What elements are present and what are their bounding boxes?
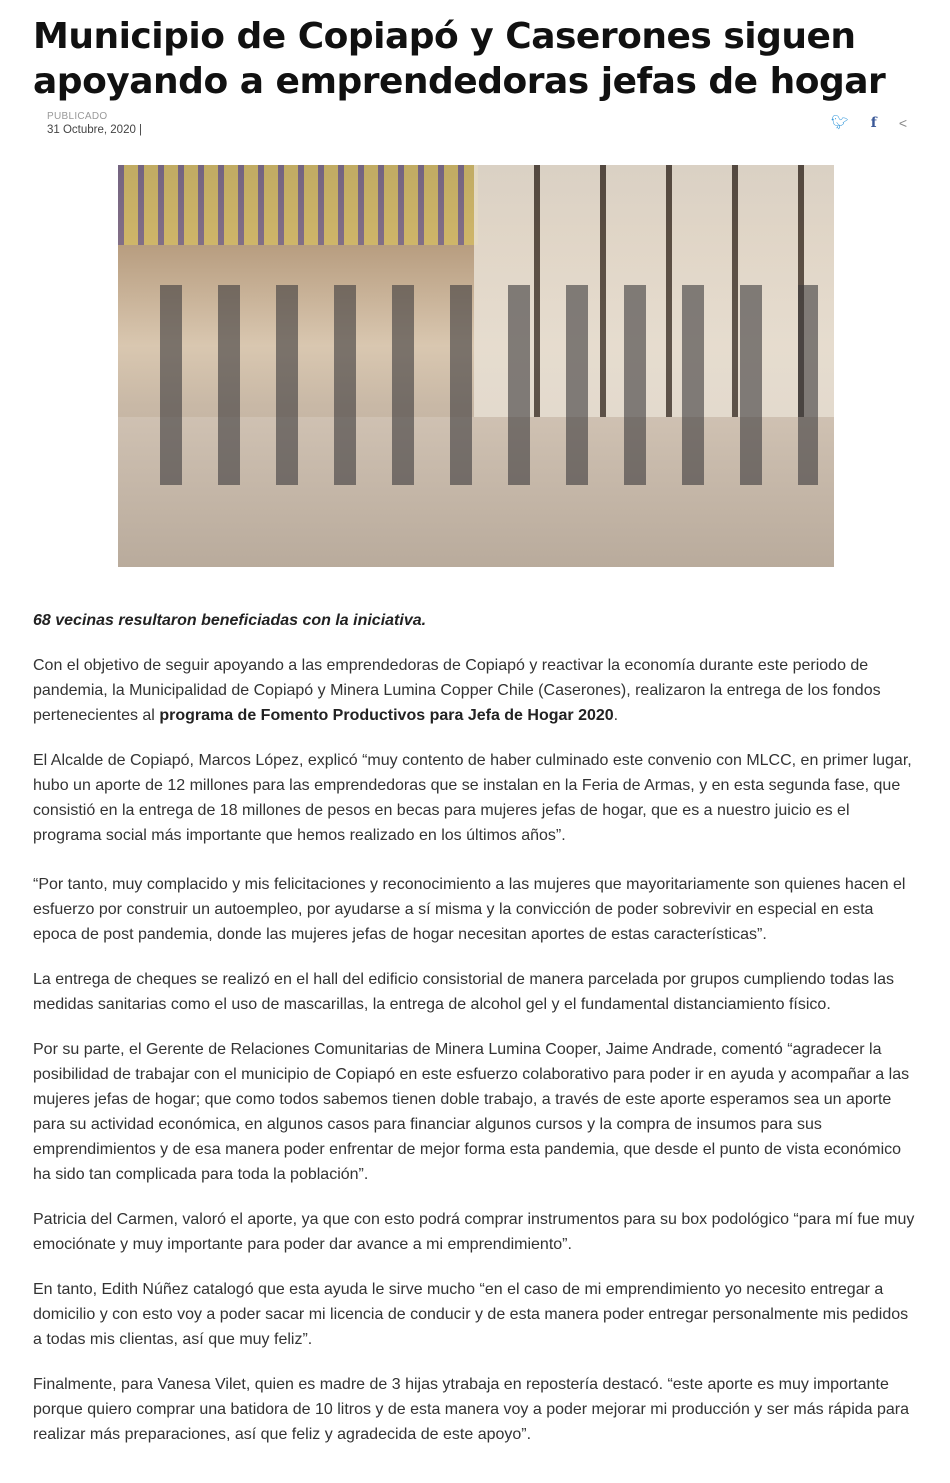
photo-balcony	[118, 165, 478, 245]
article-paragraph: Por su parte, el Gerente de Relaciones Comunitarias de Minera Lumina Cooper, Jaime Andrade, comentó “agradecer la posibilidad de trabajar con el municipio de Copiapó en este esfuerzo colaborativo para poder ir en ayuda y acompañar a las mujeres jefas de hogar; que como todos sabemos tienen doble trabajo, a través de este aporte esperamos sea un aporte para su actividad económica, en algunos casos para financiar algunos cursos y la compra de insumos para sus emprendimientos y de esa manera poder enfrentar de mejor forma esta pandemia, que desde el punto de vista económico ha sido tan complicada para toda la población”.	[33, 1041, 910, 1183]
article-lead: 68 vecinas resultaron beneficiadas con la iniciativa.	[33, 612, 427, 629]
published-date: 31 Octubre, 2020 |	[47, 124, 143, 136]
program-name: programa de Fomento Productivos para Jefa de Hogar 2020	[159, 707, 614, 724]
article-paragraph: En tanto, Edith Núñez catalogó que esta ayuda le sirve mucho “en el caso de mi emprendimiento yo necesito entregar a domicilio y con esto voy a poder sacar mi licencia de conducir y de esta manera poder entregar personalmente mis pedidos a todas mis clientas, así que muy feliz”.	[33, 1281, 909, 1348]
share-bar	[831, 114, 907, 131]
share-icon[interactable]: <	[898, 114, 907, 131]
article-paragraph	[33, 653, 918, 728]
facebook-icon[interactable]: f	[870, 114, 877, 131]
photo-people	[138, 285, 818, 485]
paragraph-text: Con el objetivo de seguir apoyando a las emprendedoras de Copiapó y reactivar la economía durante este periodo de pandemia, la Municipalidad de Copiapó y Minera Lumina Copper Chile (Caserones), realizaron la entrega de los fondos pertenecientes al	[33, 657, 881, 724]
twitter-icon[interactable]: 🐦︎	[831, 114, 849, 130]
paragraph-text: .	[613, 707, 619, 724]
article-body	[33, 608, 918, 1467]
article-photo	[118, 165, 834, 567]
published-label: PUBLICADO	[47, 111, 108, 122]
article-paragraph: El Alcalde de Copiapó, Marcos López, explicó “muy contento de haber culminado este convenio con MLCC, en primer lugar, hubo un aporte de 12 millones para las emprendedoras que se instalan en la Feria de Armas, y en esta segunda fase, que consistió en la entrega de 18 millones de pesos en becas para mujeres jefas de hogar, que es a nuestro juicio es el programa social más importante que hemos realizado en los últimos años”.	[33, 752, 912, 844]
article-paragraph: Finalmente, para Vanesa Vilet, quien es madre de 3 hijas ytrabaja en repostería destacó. “este aporte es muy importante porque quiero comprar una batidora de 10 litros y de esta manera voy a poder mejorar mi producción y ser más rápida para realizar más preparaciones, así que feliz y agradecida de este apoyo”.	[33, 1376, 910, 1443]
article-paragraph: “Por tanto, muy complacido y mis felicitaciones y reconocimiento a las mujeres que mayoritariamente son quienes hacen el esfuerzo por construir un autoempleo, por ayudarse a sí misma y la convicción de poder sobrevivir en especial en esta epoca de post pandemia, donde las mujeres jefas de hogar necesitan aportes de estas características”.	[33, 876, 906, 943]
article-title: Municipio de Copiapó y Caserones siguen apoyando a emprendedoras jefas de hogar	[33, 16, 886, 102]
article-paragraph: Patricia del Carmen, valoró el aporte, ya que con esto podrá comprar instrumentos para su box podológico “para mí fue muy emociónate y muy importante para poder dar avance a mi emprendimiento”.	[33, 1211, 915, 1253]
article-header	[0, 0, 950, 158]
article-paragraph: La entrega de cheques se realizó en el hall del edificio consistorial de manera parcelada por grupos cumpliendo todas las medidas sanitarias como el uso de mascarillas, la entrega de alcohol gel y el fundamental distanciamiento físico.	[33, 971, 894, 1013]
article-meta	[33, 108, 917, 158]
